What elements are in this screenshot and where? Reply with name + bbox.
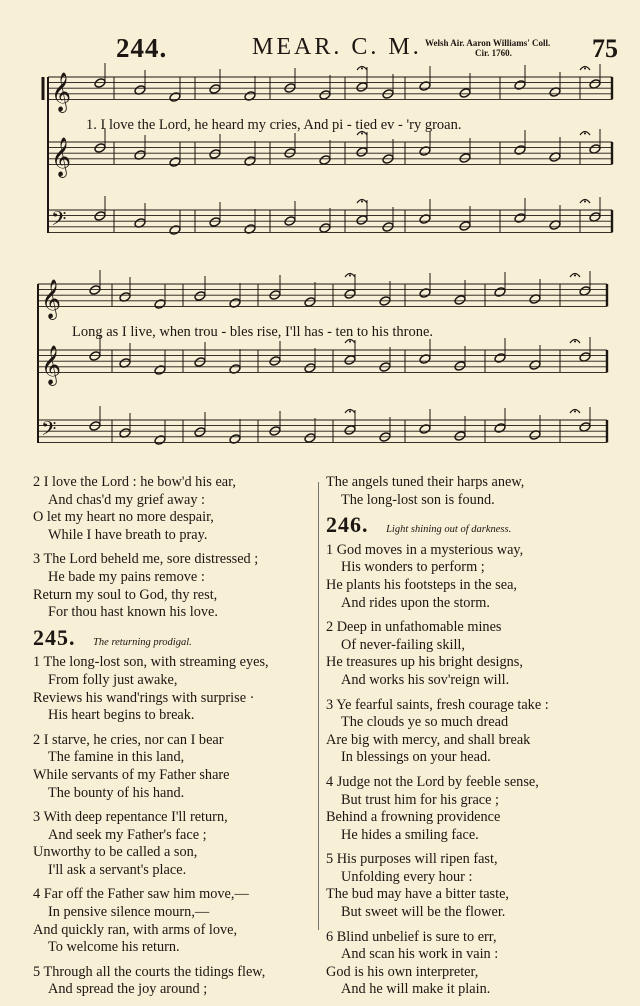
verse-line: Return my soul to God, thy rest, [33,586,218,603]
verse-line: But sweet will be the flower. [341,904,506,921]
stanza [33,809,315,879]
system2-alto-note [194,357,206,368]
system2-soprano-treble-clef-icon: 𝄞 [41,279,62,319]
fermata-dot [584,201,586,203]
system2-alto-note [494,353,506,364]
system2-soprano-note [454,295,466,306]
verse-line: God is his own interpreter, [326,963,479,980]
system1-alto-note [356,147,368,158]
column-divider [318,482,319,930]
verse-line: He treasures up his bright designs, [326,654,523,671]
system2-alto-note [154,365,166,376]
stanza [326,542,626,612]
hymn-244-stanzas [33,474,315,622]
system1-alto-note [459,153,471,164]
left-column [33,474,315,1006]
verse-line: 1 God moves in a mysterious way, [326,541,524,558]
verse-line: And works his sov'reign will. [341,671,510,688]
system2-bass-note [154,435,166,446]
stanza [33,732,315,802]
verse-line: The bud may have a bitter taste, [326,886,510,903]
system1-soprano-note [514,80,526,91]
fermata-dot [584,68,586,70]
verse-line: 3 With deep repentance I'll return, [33,809,228,826]
verse-line: But trust him for his grace ; [341,791,500,808]
verse-line: He bade my pains remove : [48,568,205,585]
verse-line: 5 Through all the courts the tidings flew, [33,963,266,980]
system1-bass-note [209,217,221,228]
credit-line-2: Cir. 1760. [475,48,512,58]
verse-line: The clouds ye so much dread [341,714,509,731]
system1-bass-note [514,213,526,224]
verse-line: 2 I love the Lord : he bow'd his ear, [33,474,236,490]
verse-line: 5 His purposes will ripen fast, [326,851,498,868]
hymn-245-number: 245. [33,624,76,650]
hymn-246-subtitle: Light shining out of darkness. [386,524,512,536]
system1-soprano-note [356,82,368,93]
verse-line: 6 Blind unbelief is sure to err, [326,928,497,945]
verse-line: Unfolding every hour : [341,868,473,885]
verse-line: Unworthy to be called a son, [33,844,198,861]
system1-bass-note [356,215,368,226]
system1-alto-note [319,155,331,166]
verse-line: To welcome his return. [48,939,180,956]
stanza [33,654,315,724]
hymn-246-heading [326,512,626,539]
verse-line: Reviews his wand'rings with surprise · [33,689,255,706]
verse-line: The angels tuned their harps anew, [326,474,525,490]
verse-line: And spread the joy around ; [48,981,208,998]
system2-alto-note [304,363,316,374]
stanza [326,851,626,921]
system1-alto-note [209,149,221,160]
system2-alto-note [454,361,466,372]
verse-line: Behind a frowning providence [326,809,501,826]
verse-line: 4 Judge not the Lord by feeble sense, [326,773,539,790]
verse-line: Are big with mercy, and shall break [326,731,531,748]
fermata-dot [574,341,576,343]
verse-line: His heart begins to break. [48,707,195,724]
fermata-dot [349,275,351,277]
system2-bass-note [194,427,206,438]
verse-line: His wonders to perform ; [341,559,485,576]
system1-soprano-treble-clef-icon: 𝄞 [51,72,72,112]
verse-line: He plants his footsteps in the sea, [326,576,517,593]
stanza [326,619,626,689]
system2-soprano-note [344,289,356,300]
system1-bass-note [169,225,181,236]
verse-line: In pensive silence mourn,— [48,904,210,921]
verse-line: And quickly ran, with arms of love, [33,921,238,938]
page-number: 75 [592,34,618,63]
stanza [326,697,626,767]
system1-alto-note [169,157,181,168]
fermata-dot [584,133,586,135]
verse-line: He hides a smiling face. [341,826,479,843]
fermata-dot [361,68,363,70]
fermata-dot [574,275,576,277]
system2-bass-bass-clef-icon: 𝄢 [41,417,57,445]
verse-line: 4 Far off the Father saw him move,— [33,886,249,903]
verse-line: 3 Ye fearful saints, fresh courage take : [326,696,549,713]
verse-line: 2 Deep in unfathomable mines [326,619,502,636]
stanza [33,886,315,956]
system2-alto-note [344,355,356,366]
fermata-dot [361,201,363,203]
hymn-245-continuation [326,474,626,509]
hymn-246-number: 246. [326,512,369,538]
tune-title: MEAR. C. M. [252,34,422,60]
verse-line: In blessings on your head. [341,749,491,766]
system-1-lyric: 1. I love the Lord, he heard my cries, And pi - tied ev - 'ry groan. [86,117,462,133]
verse-line: O let my heart no more despair, [33,509,214,526]
system1-alto-treble-clef-icon: 𝄞 [51,137,72,177]
system1-bass-note [459,221,471,232]
hymn-245-heading [33,624,315,652]
system1-alto-note [514,145,526,156]
music-notation [0,0,640,470]
verse-line: And scan his work in vain : [341,946,499,963]
hymn-246-stanzas [326,542,626,999]
system1-soprano-note [209,84,221,95]
verse-line: 1 The long-lost son, with streaming eyes, [33,654,269,671]
verse-line: Of never-failing skill, [341,636,465,653]
system2-soprano-note [494,287,506,298]
verse-line: And seek my Father's face ; [48,826,207,843]
system2-soprano-note [304,297,316,308]
verse-line: The famine in this land, [48,749,185,766]
fermata-dot [574,411,576,413]
system1-bass-bass-clef-icon: 𝄢 [51,207,67,235]
system-2-lyric: Long as I live, when trou - bles rise, I'll has - ten to his throne. [72,324,434,340]
stanza [326,774,626,844]
verse-line: And rides upon the storm. [341,594,490,611]
system2-soprano-note [154,299,166,310]
system2-bass-note [454,431,466,442]
system2-bass-note [344,425,356,436]
system1-bass-note [319,223,331,234]
hymn-245-stanzas [33,654,315,999]
system1-soprano-note [319,90,331,101]
verse-line: From folly just awake, [48,671,178,688]
stanza [33,474,315,544]
system1-soprano-note [169,92,181,103]
stanza [33,551,315,621]
verse-line: And he will make it plain. [341,981,491,998]
stanza [326,929,626,999]
verse-line: 2 I starve, he cries, nor can I bear [33,731,224,748]
verse-line: For thou hast known his love. [48,604,218,621]
verse-line: While I have breath to pray. [48,526,208,543]
verse-line: The bounty of his hand. [48,784,185,801]
verse-line: 3 The Lord beheld me, sore distressed ; [33,551,259,568]
hymn-245-subtitle: The returning prodigal. [93,636,192,648]
system2-bass-note [494,423,506,434]
system2-soprano-note [194,291,206,302]
right-column [326,474,626,1006]
verse-line: I'll ask a servant's place. [48,861,187,878]
system2-bass-note [304,433,316,444]
verse-line: The long-lost son is found. [341,491,495,508]
verse-line: And chas'd my grief away : [48,491,206,508]
verse-line: While servants of my Father share [33,766,230,783]
credit-line-1: Welsh Air. Aaron Williams' Coll. [425,38,551,48]
fermata-dot [349,411,351,413]
system2-alto-treble-clef-icon: 𝄞 [41,345,62,385]
stanza [33,964,315,999]
hymn-number: 244. [116,33,168,63]
system1-soprano-note [459,88,471,99]
stanza [326,474,626,509]
